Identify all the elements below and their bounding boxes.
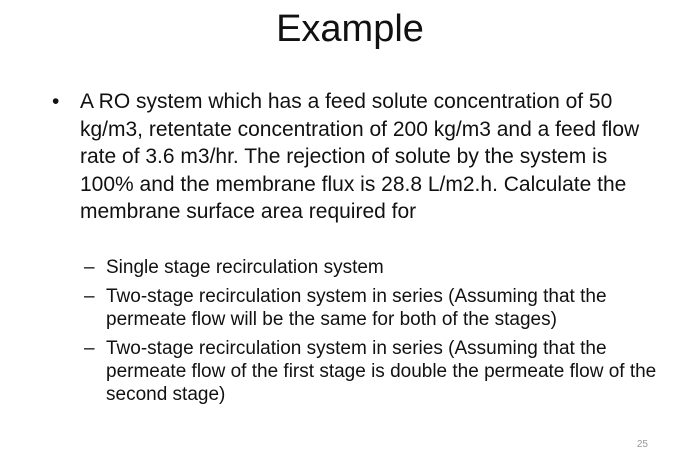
sub-bullet-text: Single stage recirculation system bbox=[106, 257, 384, 278]
page-number: 25 bbox=[636, 439, 648, 450]
sub-bullet-item bbox=[84, 337, 664, 406]
slide-title: Example bbox=[276, 8, 424, 50]
bullet-marker: • bbox=[52, 90, 60, 113]
sub-bullet-item bbox=[84, 256, 664, 279]
sub-bullet-text: Two-stage recirculation system in series (Assuming that the permeate flow of the first stage is double the permeate flow of the second stage) bbox=[106, 338, 657, 405]
main-bullet bbox=[52, 88, 652, 226]
main-bullet-text: A RO system which has a feed solute concentration of 50 kg/m3, retentate concentration of 200 kg/m3 and a feed flow rate of 3.6 m3/hr. The rejection of solute by the system is 100% and the membrane flux is 28.8 L/m2.h. Calculate the membrane surface area required for bbox=[80, 90, 640, 223]
dash-marker: – bbox=[84, 257, 95, 278]
sub-bullet-list bbox=[84, 256, 664, 412]
sub-bullet-item bbox=[84, 285, 664, 331]
dash-marker: – bbox=[84, 338, 95, 359]
sub-bullet-text: Two-stage recirculation system in series (Assuming that the permeate flow will be the same for both of the stages) bbox=[106, 286, 607, 330]
dash-marker: – bbox=[84, 286, 95, 307]
